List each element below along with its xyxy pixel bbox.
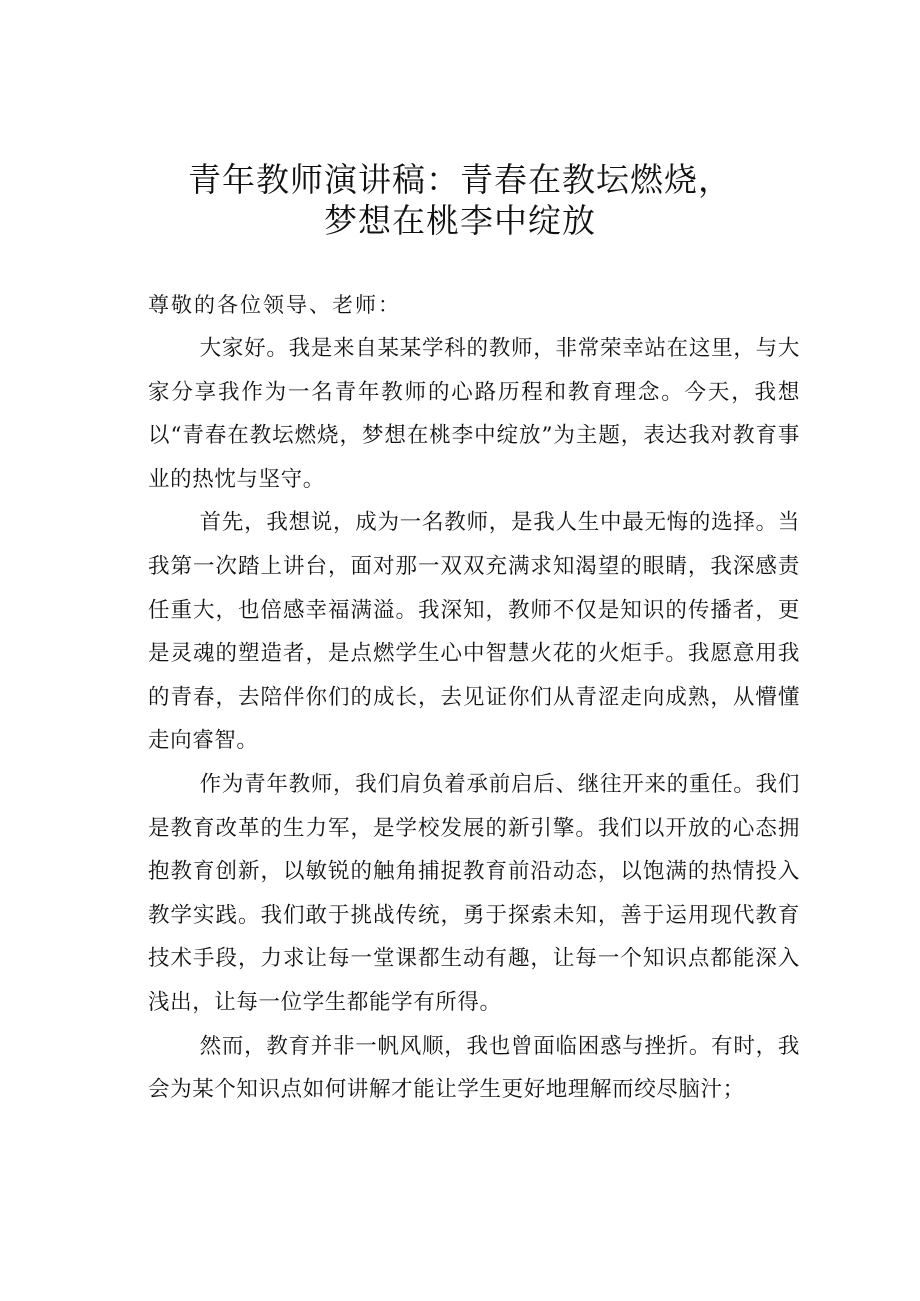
body-text bbox=[148, 327, 800, 1112]
paragraph: 首先，我想说，成为一名教师，是我人生中最无悔的选择。当我第一次踏上讲台，面对那一双双充满求知渴望的眼睛，我深感责任重大，也倍感幸福满溢。我深知，教师不仅是知识的传播者，更是灵魂的塑造者，是点燃学生心中智慧火花的火炬手。我愿意用我的青春，去陪伴你们的成长，去见证你们从青涩走向成熟，从懵懂走向睿智。 bbox=[148, 510, 800, 754]
document-title-line-1: 青年教师演讲稿：青春在教坛燃烧， bbox=[188, 160, 732, 199]
paragraph: 大家好。我是来自某某学科的教师，非常荣幸站在这里，与大家分享我作为一名青年教师的心路历程和教育理念。今天，我想以“青春在教坛燃烧，梦想在桃李中绽放”为主题，表达我对教育事业的热忱与坚守。 bbox=[148, 336, 800, 492]
document-title-line-2: 梦想在桃李中绽放 bbox=[324, 201, 596, 240]
paragraph: 然而，教育并非一帆风顺，我也曾面临困惑与挫折。有时，我会为某个知识点如何讲解才能让学生更好地理解而绞尽脑汁； bbox=[148, 1033, 800, 1103]
paragraph: 作为青年教师，我们肩负着承前启后、继往开来的重任。我们是教育改革的生力军，是学校发展的新引擎。我们以开放的心态拥抱教育创新，以敏锐的触角捕捉教育前沿动态，以饱满的热情投入教学实践。我们敢于挑战传统，勇于探索未知，善于运用现代教育技术手段，力求让每一堂课都生动有趣，让每一个知识点都能深入浅出，让每一位学生都能学有所得。 bbox=[148, 771, 800, 1015]
salutation: 尊敬的各位领导、老师： bbox=[148, 293, 401, 317]
